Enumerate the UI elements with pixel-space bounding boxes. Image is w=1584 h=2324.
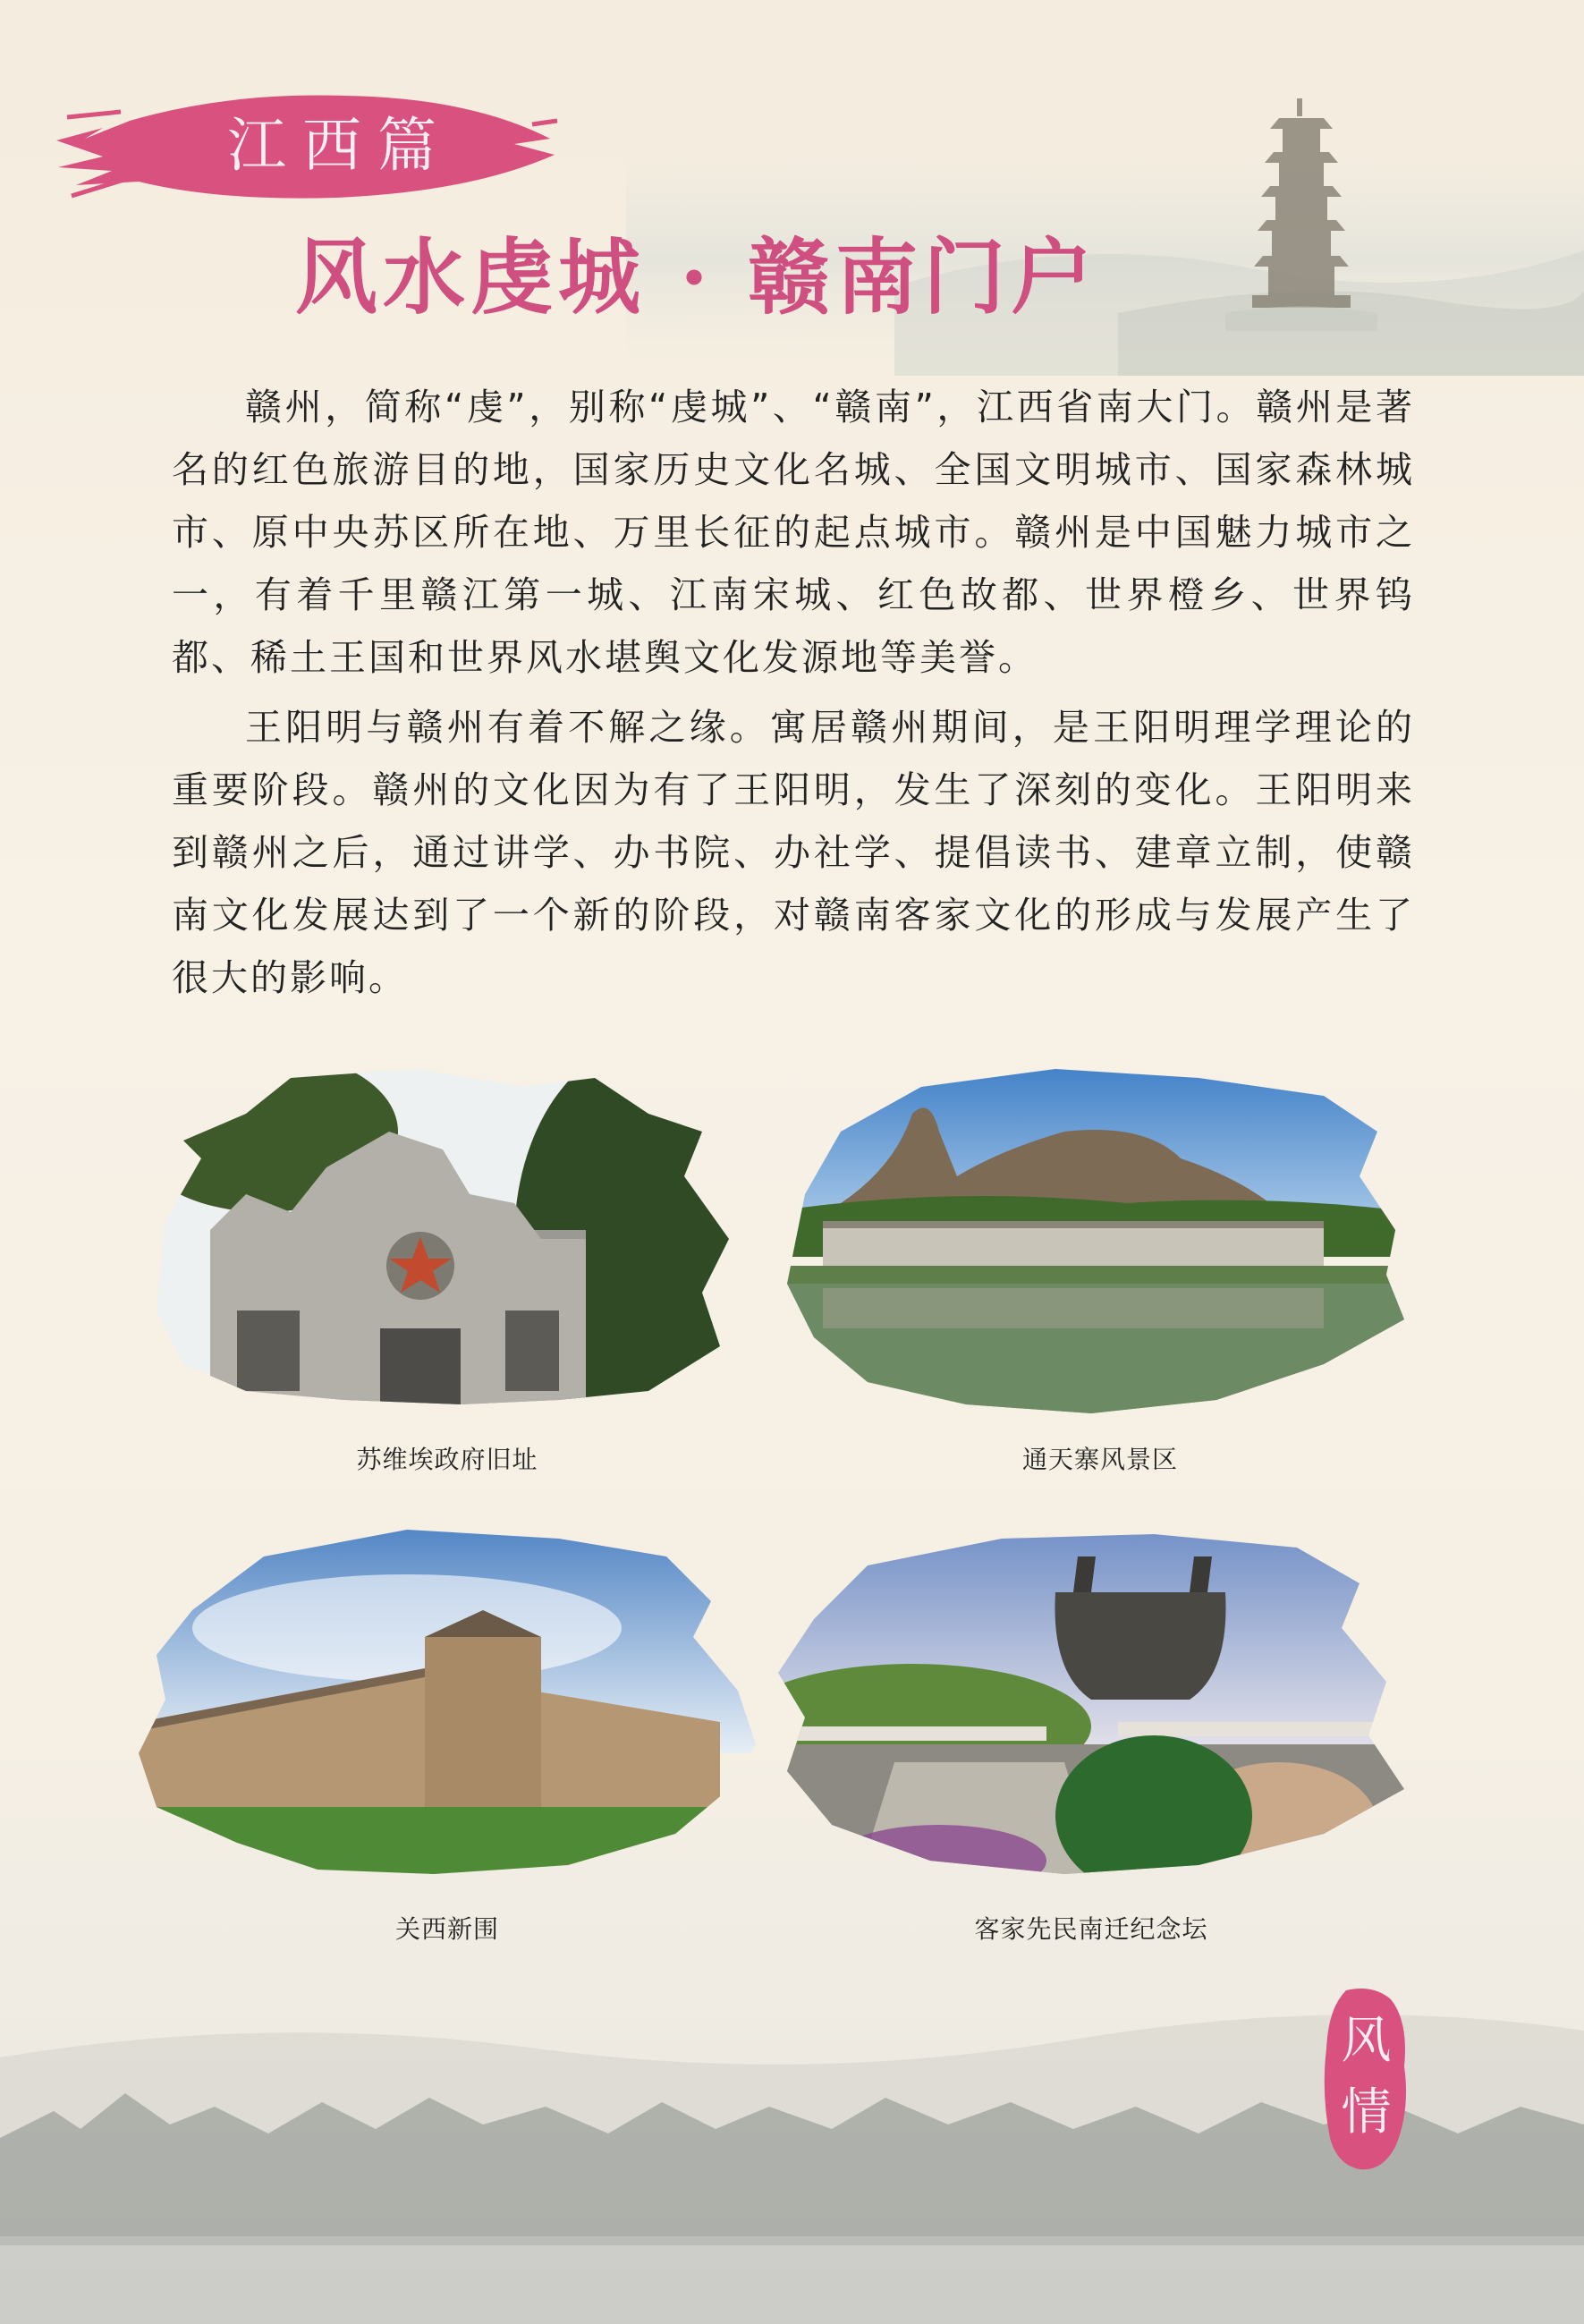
page-title: 风水虔城 · 赣南门户	[295, 229, 1099, 326]
corner-char: 情	[1341, 2083, 1392, 2142]
photo-caption: 关西新围	[394, 1914, 499, 1944]
article-body	[172, 376, 1415, 1016]
mountain-village-lake-photo	[769, 1060, 1413, 1418]
photo-caption: 苏维埃政府旧址	[356, 1445, 538, 1474]
article-paragraph: 赣州，简称“虔”，别称“虔城”、“赣南”，江西省南大门。赣州是著名的红色旅游目的地，国家历史文化名城、全国文明城市、国家森林城市、原中央苏区所在地、万里长征的起点城市。赣州是中国魅力城市之一，有着千里赣江第一城、江南宋城、红色故都、世界橙乡、世界钨都、稀土王国和世界风水堪舆文化发源地等美誉。	[172, 386, 1415, 679]
section-badge	[49, 85, 559, 206]
photo-caption: 客家先民南迁纪念坛	[974, 1914, 1208, 1944]
corner-tag	[1319, 1986, 1413, 2174]
photo-guanxi-xinwei	[139, 1521, 765, 1879]
photo-caption: 通天寨风景区	[1021, 1445, 1178, 1474]
photo-hakka-memorial	[778, 1521, 1404, 1879]
bronze-cauldron-monument-photo	[778, 1521, 1404, 1879]
photo-soviet-government-site	[148, 1060, 738, 1409]
corner-tag-text	[1319, 2006, 1413, 2149]
photo-tongtianzhai	[769, 1060, 1413, 1418]
old-government-building-photo	[148, 1060, 738, 1409]
walled-compound-photo	[139, 1521, 765, 1879]
article-paragraph: 王阳明与赣州有着不解之缘。寓居赣州期间，是王阳明理学理论的重要阶段。赣州的文化因为有了王阳明，发生了深刻的变化。王阳明来到赣州之后，通过讲学、办书院、办社学、提倡读书、建章立制，使赣南文化发展达到了一个新的阶段，对赣南客家文化的形成与发展产生了很大的影响。	[172, 706, 1415, 999]
corner-char: 风	[1341, 2012, 1392, 2070]
section-label: 江西篇	[227, 111, 453, 180]
